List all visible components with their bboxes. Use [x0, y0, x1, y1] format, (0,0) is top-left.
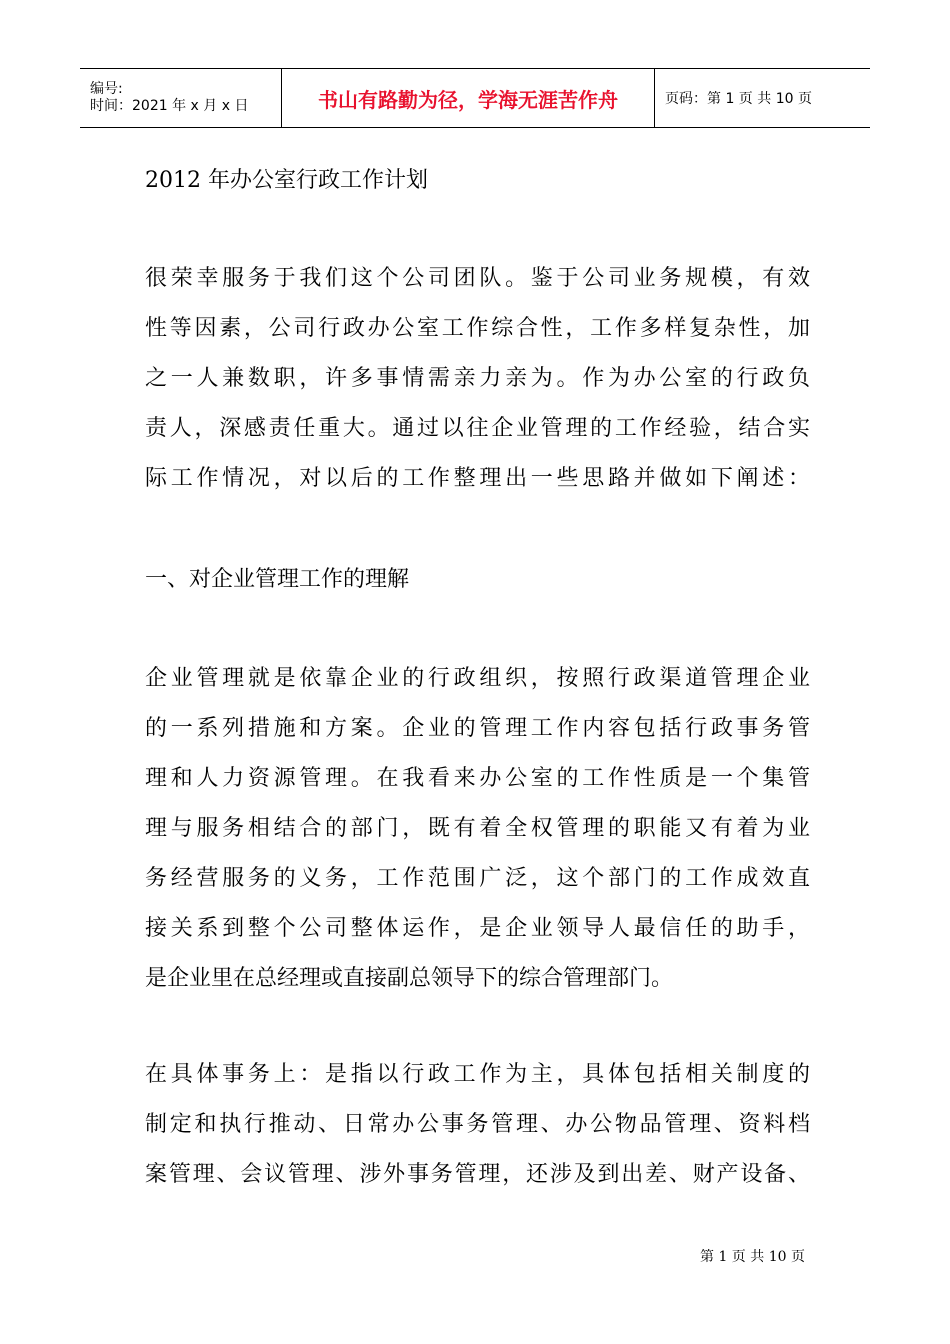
text-line: 务经营服务的义务，工作范围广泛，这个部门的工作成效直	[145, 866, 810, 891]
document-number-label: 编号:	[90, 81, 123, 97]
text-line: 理和人力资源管理。在我看来办公室的工作性质是一个集管	[145, 766, 810, 791]
text-line: 之一人兼数职，许多事情需亲力亲为。作为办公室的行政负	[145, 366, 810, 391]
header-meta-cell	[80, 69, 282, 127]
document-title: 2012 年办公室行政工作计划	[145, 168, 428, 193]
text-line: 接关系到整个公司整体运作，是企业领导人最信任的助手，	[145, 916, 810, 941]
header-page-cell	[655, 69, 870, 127]
text-line: 很荣幸服务于我们这个公司团队。鉴于公司业务规模，有效	[145, 266, 810, 291]
text-line: 案管理、会议管理、涉外事务管理，还涉及到出差、财产设备、	[145, 1162, 810, 1187]
text-line: 在具体事务上：是指以行政工作为主，具体包括相关制度的	[145, 1062, 810, 1087]
text-line: 制定和执行推动、日常办公事务管理、办公物品管理、资料档	[145, 1112, 810, 1137]
text-line: 理与服务相结合的部门，既有着全权管理的职能又有着为业	[145, 816, 810, 841]
text-line: 是企业里在总经理或直接副总领导下的综合管理部门。	[145, 966, 674, 991]
text-line: 企业管理就是依靠企业的行政组织，按照行政渠道管理企业	[145, 666, 810, 691]
footer-page-number: 第 1 页 共 10 页	[700, 1249, 805, 1265]
intro-paragraph	[145, 254, 810, 504]
text-line: 际工作情况，对以后的工作整理出一些思路并做如下阐述：	[145, 466, 810, 491]
text-line: 性等因素，公司行政办公室工作综合性，工作多样复杂性，加	[145, 316, 810, 341]
header-motto: 书山有路勤为径，学海无涯苦作舟	[318, 87, 618, 112]
text-line: 的一系列措施和方案。企业的管理工作内容包括行政事务管	[145, 716, 810, 741]
section1-heading: 一、对企业管理工作的理解	[145, 567, 410, 592]
text-line: 责人，深感责任重大。通过以往企业管理的工作经验，结合实	[145, 416, 810, 441]
header-motto-cell	[282, 69, 655, 127]
document-date-label: 时间：2021 年 x 月 x 日	[90, 98, 249, 114]
header-page-info: 页码：第 1 页 共 10 页	[665, 91, 812, 107]
section1-paragraph	[145, 654, 810, 1004]
section2-paragraph	[145, 1050, 810, 1200]
document-header	[80, 68, 870, 128]
